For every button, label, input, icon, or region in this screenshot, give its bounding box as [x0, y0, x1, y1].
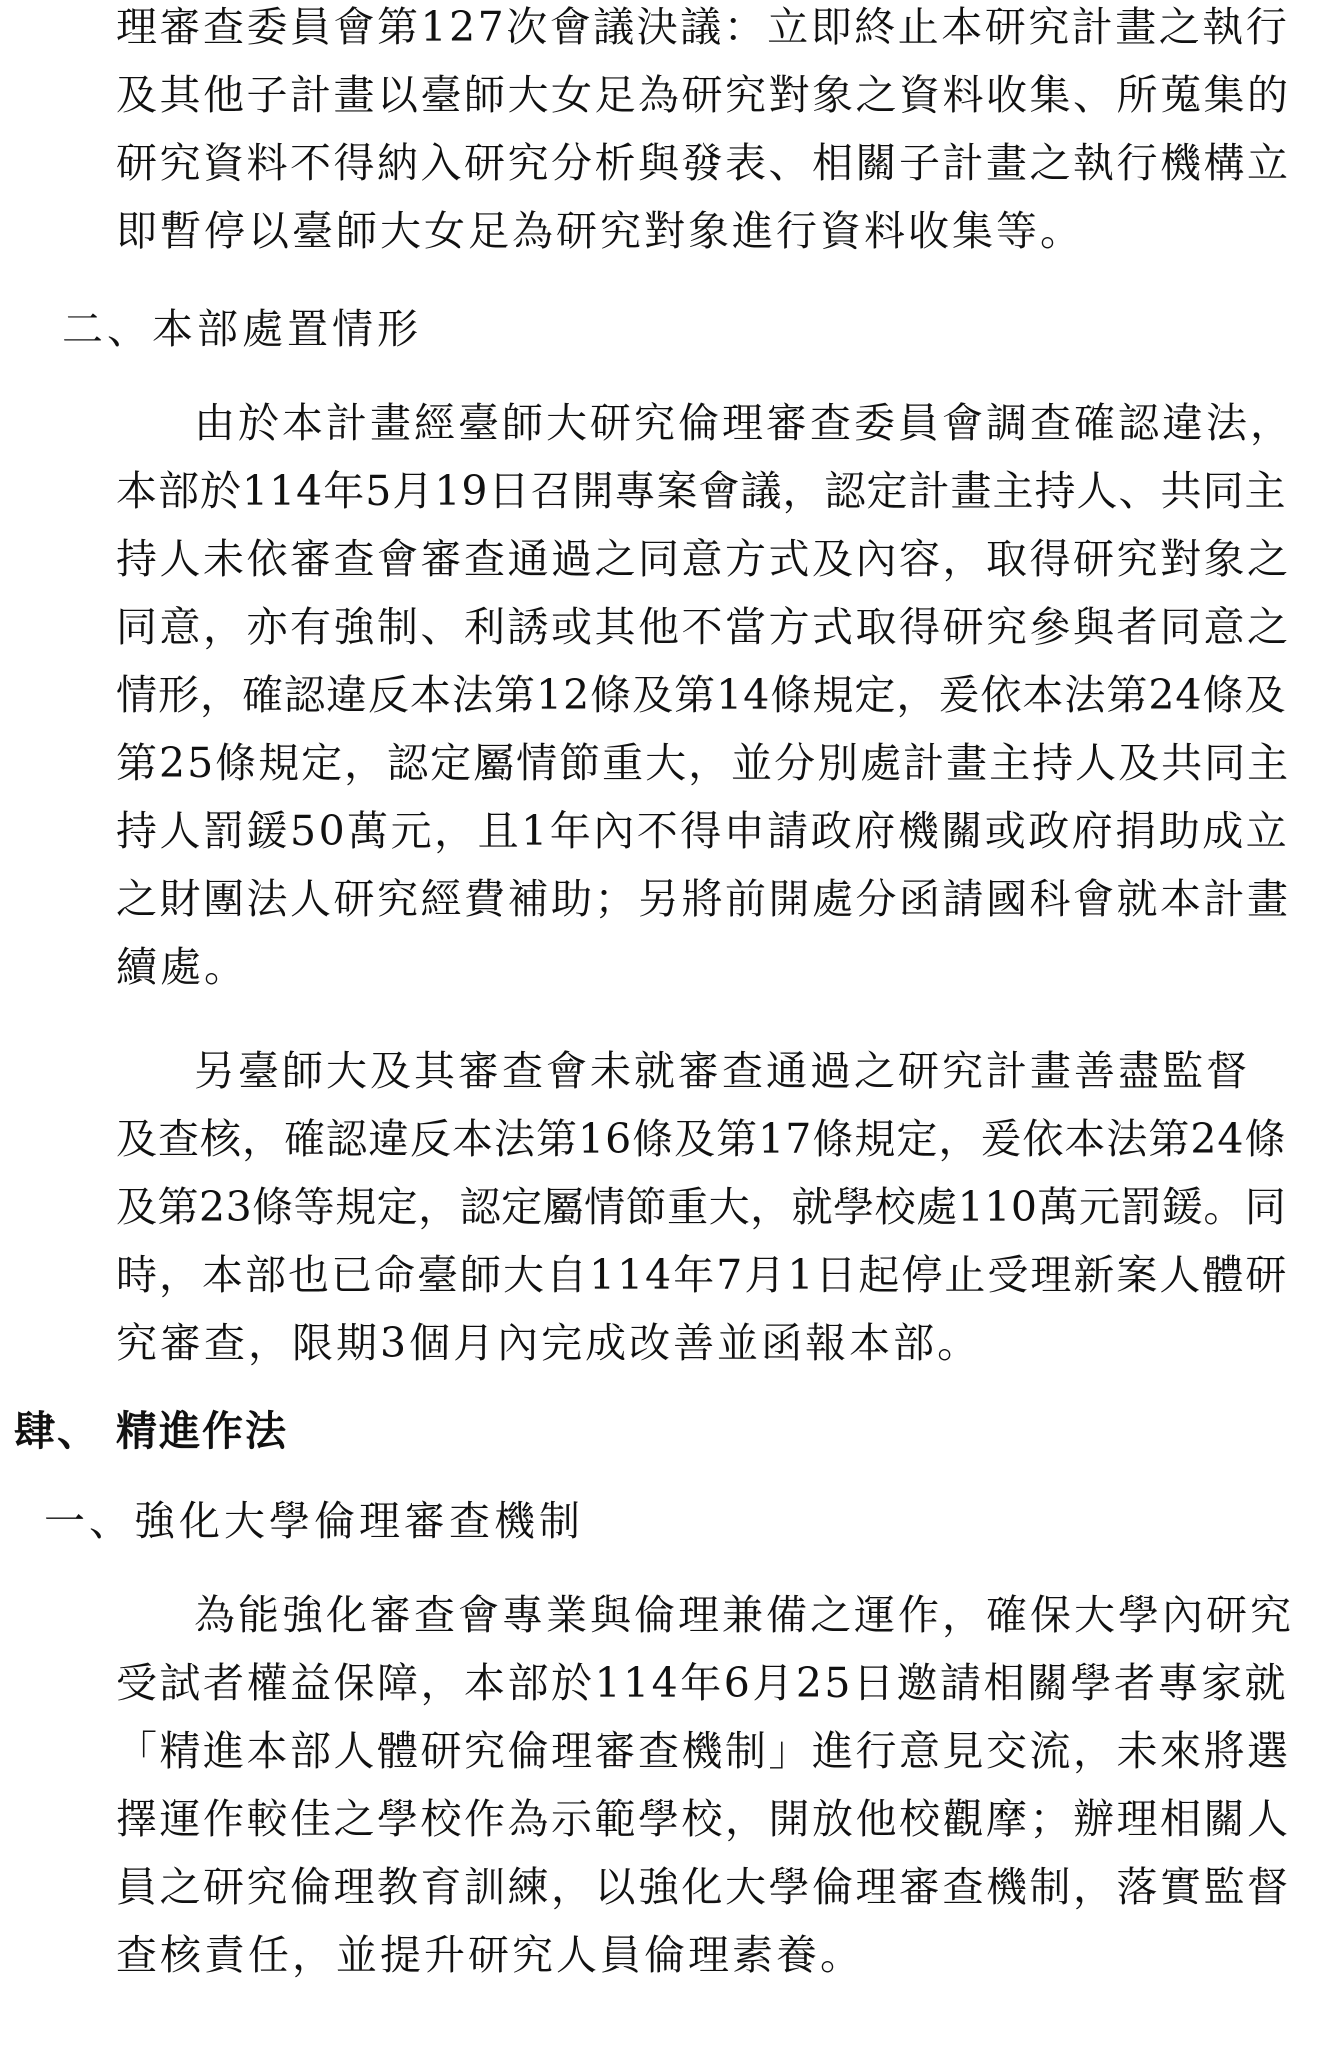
- intro-line-4: 即暫停以臺師大女足為研究對象進行資料收集等。: [116, 207, 1084, 255]
- intro-line-1: 理審查委員會第127次會議決議：立即終止本研究計畫之執行: [116, 3, 1290, 51]
- mechanism-p-line-4: 擇運作較佳之學校作為示範學校，開放他校觀摩；辦理相關人: [116, 1795, 1291, 1843]
- disposition-p2-line-2: 及查核，確認違反本法第16條及第17條規定，爰依本法第24條: [116, 1115, 1287, 1163]
- disposition-p1-line-6: 第25條規定，認定屬情節重大，並分別處計畫主持人及共同主: [116, 739, 1291, 787]
- section-heading-improvement: [14, 1406, 288, 1456]
- disposition-p1-line-8: 之財團法人研究經費補助；另將前開處分函請國科會就本計畫: [116, 875, 1291, 923]
- disposition-p1-line-2: 本部於114年5月19日召開專案會議，認定計畫主持人、共同主: [116, 467, 1287, 515]
- disposition-p1-line-1: 由於本計畫經臺師大研究倫理審查委員會調查確認違法，: [194, 399, 1294, 447]
- mechanism-p-line-1: 為能強化審查會專業與倫理兼備之運作，確保大學內研究: [194, 1591, 1294, 1639]
- mechanism-p-line-3: 「精進本部人體研究倫理審查機制」進行意見交流，未來將選: [116, 1727, 1291, 1775]
- disposition-p1-line-7: 持人罰鍰50萬元，且1年內不得申請政府機關或政府捐助成立: [116, 807, 1290, 855]
- disposition-p1-line-4: 同意，亦有強制、利誘或其他不當方式取得研究參與者同意之: [116, 603, 1291, 651]
- section-title: 精進作法: [116, 1407, 288, 1455]
- intro-line-3: 研究資料不得納入研究分析與發表、相關子計畫之執行機構立: [116, 139, 1291, 187]
- section-number: 肆、: [14, 1407, 100, 1455]
- disposition-p1-line-5: 情形，確認違反本法第12條及第14條規定，爰依本法第24條及: [116, 671, 1287, 719]
- intro-line-2: 及其他子計畫以臺師大女足為研究對象之資料收集、所蒐集的: [116, 71, 1291, 119]
- subsection-heading-review-mechanism: 一、強化大學倫理審查機制: [44, 1497, 584, 1545]
- subsection-heading-disposition: 二、本部處置情形: [62, 305, 422, 353]
- disposition-p2-line-5: 究審查，限期3個月內完成改善並函報本部。: [116, 1319, 982, 1367]
- disposition-p2-line-3: 及第23條等規定，認定屬情節重大，就學校處110萬元罰鍰。同: [116, 1183, 1287, 1231]
- disposition-p1-line-9: 續處。: [116, 943, 248, 991]
- mechanism-p-line-6: 查核責任，並提升研究人員倫理素養。: [116, 1931, 864, 1979]
- disposition-p2-line-4: 時，本部也已命臺師大自114年7月1日起停止受理新案人體研: [116, 1251, 1289, 1299]
- mechanism-p-line-2: 受試者權益保障，本部於114年6月25日邀請相關學者專家就: [116, 1659, 1289, 1707]
- disposition-p2-line-1: 另臺師大及其審查會未就審查通過之研究計畫善盡監督: [194, 1047, 1250, 1095]
- disposition-p1-line-3: 持人未依審查會審查通過之同意方式及內容，取得研究對象之: [116, 535, 1291, 583]
- mechanism-p-line-5: 員之研究倫理教育訓練，以強化大學倫理審查機制，落實監督: [116, 1863, 1291, 1911]
